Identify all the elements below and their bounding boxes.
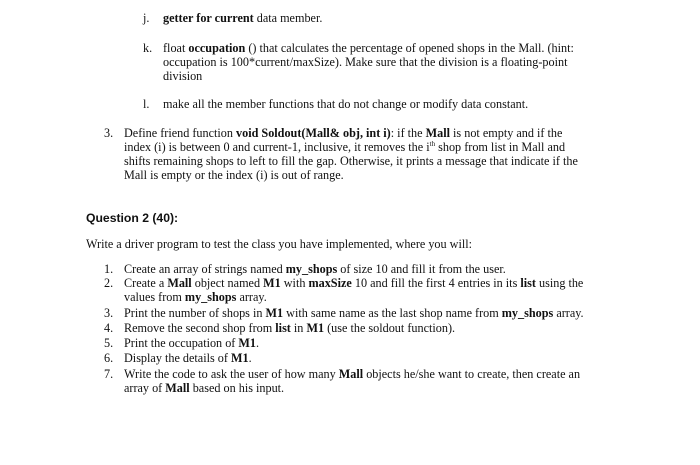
function-signature: void Soldout(Mall& obj, int i) <box>236 126 391 140</box>
list-item: Write the code to ask the user of how many Mall objects he/she want to create, then create an array of Mall based on his input. <box>124 367 581 395</box>
list-marker: 6. <box>104 351 114 365</box>
list-marker: k. <box>143 41 153 55</box>
list-marker: 5. <box>104 336 114 350</box>
item-k: float occupation () that calculates the percentage of opened shops in the Mall. (hint: occupation is 100*current/maxSize). Make sure that the division is a floating-point division <box>163 41 574 83</box>
list-marker: 7. <box>104 367 114 381</box>
list-item: Remove the second shop from list in M1 (use the soldout function). <box>124 321 456 335</box>
item-l: make all the member functions that do not change or modify data constant. <box>163 97 529 111</box>
question-heading: Question 2 (40): <box>86 211 179 225</box>
bold-text: occupation <box>188 41 246 55</box>
list-marker: 3. <box>104 306 114 320</box>
list-item: Display the details of M1. <box>124 351 252 365</box>
list-item: Print the number of shops in M1 with same name as the last shop name from my_shops array. <box>124 306 584 320</box>
list-marker: 3. <box>104 126 114 140</box>
question-intro: Write a driver program to test the class you have implemented, where you will: <box>86 237 473 251</box>
list-item: Print the occupation of M1. <box>124 336 260 350</box>
list-marker: 1. <box>104 262 114 276</box>
bold-text: getter for current <box>163 11 254 25</box>
list-marker: j. <box>143 11 150 25</box>
list-marker: l. <box>143 97 150 111</box>
item-j: getter for current data member. <box>163 11 323 25</box>
list-marker: 2. <box>104 276 114 290</box>
item-3-friend-function: Define friend function void Soldout(Mall& obj, int i): if the Mall is not empty and if the index (i) is between 0 and current-1, inclusive, it removes the $i^{th}$ shop from list in Mall and shifts remaining shops to left to fill the gap. Otherwise, it prints a message that indicate if the Mall is empty or the index (i) is out of range. <box>124 126 578 182</box>
list-item: Create a Mall object named M1 with maxSize 10 and fill the first 4 entries in its list using the values from my_shops array. <box>124 276 584 304</box>
list-item: Create an array of strings named my_shops of size 10 and fill it from the user. <box>124 262 506 276</box>
list-marker: 4. <box>104 321 114 335</box>
